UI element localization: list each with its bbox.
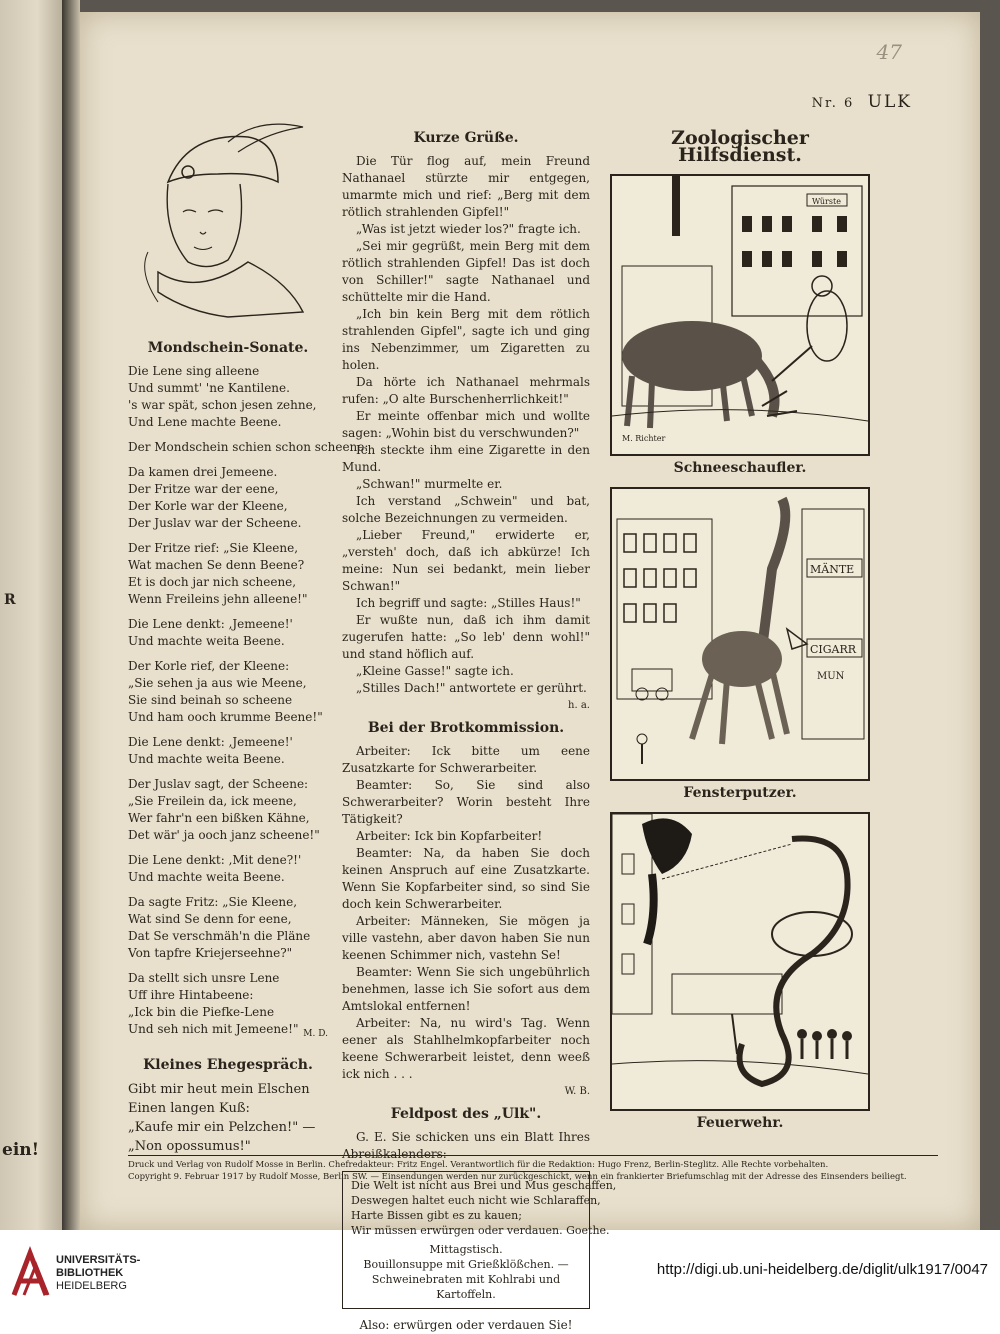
poem-line: Und summt' 'ne Kantilene. (128, 381, 290, 395)
prev-page-text: ein! (2, 1140, 40, 1160)
poem-line: Der Juslav sagt, der Scheene: (128, 777, 309, 791)
feldpost-title: Feldpost des „Ulk". (390, 1106, 542, 1122)
feldpost-end: Also: erwürgen oder verdauen Sie! (359, 1318, 573, 1332)
gruesse-paragraph: Ich verstand „Schwein" und bat, solche Bezeichnungen zu vermeiden. (342, 494, 590, 525)
library-name-line-1: UNIVERSITÄTS- (56, 1254, 141, 1266)
gespraech-body (128, 1080, 328, 1156)
book-gutter (62, 0, 80, 1230)
sign-wuerste: Würste (812, 197, 841, 206)
column-right (610, 124, 870, 1142)
gespraech-title: Kleines Ehegespräch. (143, 1057, 313, 1073)
brot-paragraph: Beamter: Na, da haben Sie doch keinen Anspruch auf eine Zusatzkarte. Wenn Sie Kopfarbeiter sind, so sind Sie doch kein Schwerarbeiter. (342, 846, 590, 911)
poem-line: Dat Se verschmäh'n die Pläne (128, 929, 311, 943)
gruesse-body (342, 153, 590, 697)
issue-number: Nr. 6 (811, 96, 855, 111)
poem-title: Mondschein-Sonate. (147, 340, 309, 356)
column-middle (342, 124, 617, 1334)
poem-stanza (128, 894, 328, 962)
calendar-menu: Bouillonsuppe mit Grießklößchen. — Schweinebraten mit Kohlrabi und Kartoffeln. (363, 1258, 569, 1301)
brot-paragraph: Arbeiter: Ick bin Kopfarbeiter! (356, 829, 543, 843)
poem-stanza (128, 970, 328, 1038)
brot-paragraph: Arbeiter: Na, nu wird's Tag. Wenn eener als Stahlhelmkopfarbeiter noch keene Schwerarbeit leistet, denn weeß ick nich . . . (342, 1016, 590, 1081)
gruesse-paragraph: „Sei mir gegrüßt, mein Berg mit dem rötlich strahlenden Gipfel! Das ist doch von Schiller!" sagte Nathanael und schüttelte mir die Hand. (342, 239, 590, 304)
brot-paragraph: Arbeiter: Ick bitte um eene Zusatzkarte for Schwerarbeiter. (342, 744, 590, 775)
illustration-snow-shoveler (610, 174, 870, 456)
gruesse-paragraph: „Lieber Freund," erwiderte er, „versteh' doch, daß ich abkürze! Ich meine: Nun sei bedankt, mein lieber Schwan!" (342, 528, 590, 593)
poem-stanza (128, 776, 328, 844)
imprint-line-1: Druck und Verlag von Rudolf Mosse in Berlin. Chefredakteur: Fritz Engel. Verantwortlich für die Redaktion: Hugo Frenz, Berlin-Steglitz. Alle Rechte vorbehalten. (128, 1160, 829, 1170)
calendar-verse-line: Wir müssen erwürgen oder verdauen. Goethe. (351, 1224, 610, 1237)
poem-line: Der Korle war der Kleene, (128, 499, 288, 513)
poem-line: Et is doch jar nich scheene, (128, 575, 297, 589)
poem-line: 's war spät, schon jesen zehne, (128, 398, 317, 412)
gruesse-paragraph: Er meinte offenbar mich und wollte sagen: „Wohin bist du verschwunden?" (342, 409, 590, 440)
poem-stanza (128, 852, 328, 886)
poem-line: Det wär' ja ooch janz scheene!" (128, 828, 320, 842)
poem-line: Und Lene machte Beene. (128, 415, 282, 429)
sign-cigarr: CIGARR (810, 643, 857, 656)
brot-paragraph: Beamter: So, Sie sind also Schwerarbeiter? Worin besteht Ihre Tätigkeit? (342, 778, 590, 826)
poem-line: „Ick bin die Piefke-Lene (128, 1005, 275, 1019)
poem-line: Da sagte Fritz: „Sie Kleene, (128, 895, 298, 909)
gruesse-paragraph: Ich steckte ihm eine Zigarette in den Mund. (342, 443, 590, 474)
poem-line: Und seh nich mit Jemeene!" (128, 1022, 299, 1036)
gruesse-paragraph: „Kleine Gasse!" sagte ich. (356, 664, 514, 678)
imprint-line-2: Copyright 9. Februar 1917 by Rudolf Mosse, Berlin SW. — Einsendungen werden nur zurückgeschickt, wenn ein frankierter Briefumschlag mit der Adresse des Einsenders beiliegt. (128, 1172, 907, 1182)
brot-title: Bei der Brotkommission. (367, 720, 565, 736)
caption-2: Fensterputzer. (683, 785, 797, 801)
poem-body (128, 363, 369, 1038)
poem-line: Und ham ooch krumme Beene!" (128, 710, 323, 724)
gruesse-paragraph: „Ich bin kein Berg mit dem rötlich strahlenden Gipfel", sagte ich und ging ins Nebenzimmer, um Zigaretten zu holen. (342, 307, 590, 372)
poem-line: Der Fritze rief: „Sie Kleene, (128, 541, 299, 555)
brot-paragraph: Arbeiter: Männeken, Sie mögen ja ville vastehn, aber davon haben Sie nun keenen Schimmer nich, vastehn Se! (342, 914, 590, 962)
library-name (56, 1254, 140, 1293)
poem-line: Und machte weita Beene. (128, 752, 285, 766)
poem-line: Von tapfre Kriejerseehne?" (128, 946, 293, 960)
artist-signature: M. Richter (622, 434, 666, 443)
gruesse-paragraph: Er wußte nun, daß ich ihm damit zugerufen hatte: „So leb' denn wohl!" und stand höflich auf. (342, 613, 590, 661)
poem-line: Der Fritze war der eene, (128, 482, 279, 496)
poem-stanza (128, 363, 328, 431)
poem-line: Die Lene denkt: ‚Jemeene!' (128, 617, 293, 631)
poem-line: Sie sind beinah so scheene (128, 693, 293, 707)
calendar-verse (351, 1178, 617, 1238)
poem-line: Uff ihre Hintabeene: (128, 988, 254, 1002)
zoo-title: Zoologischer Hilfsdienst. (671, 127, 809, 166)
poem-stanza (128, 540, 328, 608)
woman-portrait-illustration (128, 112, 308, 332)
poem-stanza (128, 658, 328, 726)
poem-stanza (128, 734, 328, 768)
poem-stanza (128, 616, 328, 650)
poem-line: Der Juslav war der Scheene. (128, 516, 302, 530)
gruesse-title: Kurze Grüße. (413, 130, 519, 146)
sign-mun: MUN (817, 671, 845, 682)
poem-line: „Sie Freilein da, ick meene, (128, 794, 297, 808)
poem-line: Und machte weita Beene. (128, 870, 285, 884)
brot-paragraph: Beamter: Wenn Sie sich ungebührlich benehmen, lasse ich Sie sofort aus dem Amtslokal entfernen! (342, 965, 590, 1013)
previous-page-edge (0, 0, 62, 1230)
poem-stanza (128, 464, 328, 532)
gruesse-paragraph: „Stilles Dach!" antwortete er gerührt. (356, 681, 587, 695)
gruesse-paragraph: Ich begriff und sagte: „Stilles Haus!" (356, 596, 581, 610)
poem-line: Die Lene denkt: ‚Jemeene!' (128, 735, 293, 749)
gruesse-paragraph: „Was ist jetzt wieder los?" fragte ich. (356, 222, 581, 236)
column-left (128, 112, 369, 1156)
poem-line: Wer fahr'n een bißken Kähne, (128, 811, 310, 825)
poem-line: Der Mondschein schien schon scheene: (128, 440, 369, 454)
magazine-title: ULK (867, 92, 912, 112)
calendar-verse-line: Harte Bissen gibt es zu kauen; (351, 1209, 522, 1222)
gruesse-signature: h. a. (568, 700, 590, 711)
poem-line: Wat sind Se denn for eene, (128, 912, 292, 926)
poem-line: Und machte weita Beene. (128, 634, 285, 648)
calendar-verse-line: Die Welt ist nicht aus Brei und Mus geschaffen, (351, 1179, 617, 1192)
poem-line: Der Korle rief, der Kleene: (128, 659, 290, 673)
gespraech-line: „Non opossumus!" (128, 1139, 251, 1154)
gespraech-line: „Kaufe mir ein Pelzchen!" — (128, 1120, 316, 1135)
calendar-box (342, 1171, 617, 1309)
imprint-footer (128, 1155, 938, 1183)
poem-line: Wenn Freileins jehn alleene!" (128, 592, 308, 606)
poem-signature: M. D. (303, 1029, 328, 1039)
feldpost-intro: G. E. Sie schicken uns ein Blatt Ihres Abreißkalenders: (342, 1130, 590, 1161)
poem-line: Die Lene sing alleene (128, 364, 260, 378)
library-name-line-2: BIBLIOTHEK (56, 1267, 124, 1279)
page-header (812, 92, 912, 112)
library-name-line-3: HEIDELBERG (56, 1280, 127, 1292)
poem-line: Da kamen drei Jemeene. (128, 465, 278, 479)
gruesse-paragraph: Da hörte ich Nathanael mehrmals rufen: „O alte Burschenherrlichkeit!" (342, 375, 590, 406)
poem-line: Die Lene denkt: ‚Mit dene?!' (128, 853, 302, 867)
poem-line: „Sie sehen ja aus wie Meene, (128, 676, 307, 690)
caption-1: Schneeschaufler. (673, 460, 807, 476)
gespraech-line: Einen langen Kuß: (128, 1101, 250, 1116)
calendar-sub: Mittagstisch. (429, 1243, 503, 1256)
sign-maente: MÄNTE (810, 563, 855, 576)
illustration-window-cleaner (610, 487, 870, 781)
prev-page-letter: R (4, 592, 16, 608)
pencil-page-number: 47 (876, 40, 902, 64)
calendar-verse-line: Deswegen haltet euch nicht wie Schlaraffen, (351, 1194, 601, 1207)
source-url-link[interactable]: http://digi.ub.uni-heidelberg.de/diglit/ulk1917/0047 (656, 1261, 988, 1278)
caption-3: Feuerwehr. (696, 1115, 784, 1131)
poem-line: Wat machen Se denn Beene? (128, 558, 305, 572)
gruesse-paragraph: Die Tür flog auf, mein Freund Nathanael stürzte mir entgegen, umarmte mich und rief: „Berg mit dem rötlich strahlenden Gipfel!" (342, 154, 590, 219)
poem-stanza (128, 439, 369, 456)
brot-signature: W. B. (564, 1086, 590, 1097)
gespraech-line: Gibt mir heut mein Elschen (128, 1082, 310, 1097)
gruesse-paragraph: „Schwan!" murmelte er. (356, 477, 503, 491)
poem-line: Da stellt sich unsre Lene (128, 971, 280, 985)
illustration-fire-brigade (610, 812, 870, 1111)
brot-body (342, 743, 590, 1083)
